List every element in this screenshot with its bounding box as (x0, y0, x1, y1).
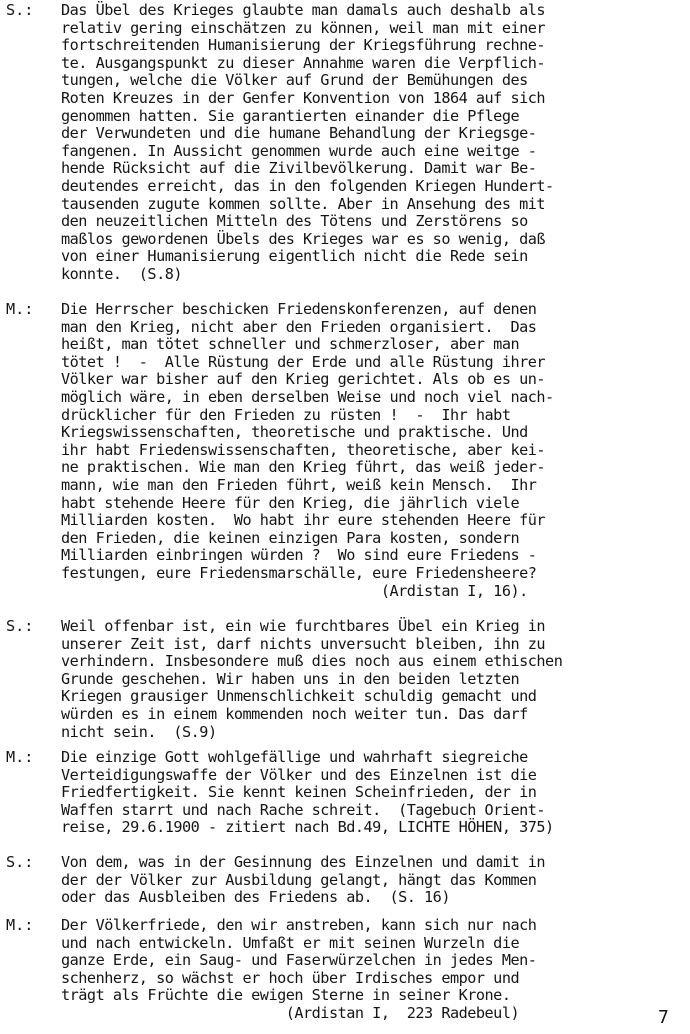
text-line: habt stehende Heere für den Krieg, die jährlich viele (61, 493, 520, 512)
citation-line: (Ardistan I, 223 Radebeul) (61, 1003, 520, 1022)
text-line: Völker war bisher auf den Krieg gerichtet. Als ob es un- (61, 370, 546, 389)
speaker-label: M.: (6, 300, 34, 318)
page-number: 7 (658, 1007, 669, 1028)
text-line: Die einzige Gott wohlgefällige und wahrhaft siegreiche (61, 748, 528, 766)
text-line: tungen, welche die Völker auf Grund der Bemühungen des (61, 71, 528, 90)
text-line: der Verwundeten und die humane Behandlung der Kriegsge- (61, 124, 537, 143)
text-line: nicht sein. (S.9) (61, 722, 217, 741)
text-line: trägt als Früchte die ewigen Sterne in seiner Krone. (61, 986, 511, 1005)
entry-text (61, 2, 685, 284)
text-line: Die Herrscher beschicken Friedenskonferenzen, auf denen (61, 300, 537, 318)
text-line: Weil offenbar ist, ein wie furchtbares Übel ein Krieg in (61, 617, 546, 635)
text-line: unserer Zeit ist, darf nichts unversucht bleiben, ihn zu (61, 634, 546, 653)
entry-text (61, 749, 685, 837)
text-line: festungen, eure Friedensmarschälle, eure Friedensheere? (61, 563, 537, 582)
text-line: Grunde geschehen. Wir haben uns in den beiden letzten (61, 669, 520, 688)
text-line: ne praktischen. Wie man den Krieg führt, das weiß jeder- (61, 458, 546, 477)
text-line: von einer Humanisierung eigentlich nicht die Rede sein (61, 247, 528, 266)
text-line: hende Rücksicht auf die Zivilbevölkerung. Damit war Be- (61, 159, 537, 178)
text-line: verhindern. Insbesondere muß dies noch aus einem ethischen (61, 652, 563, 671)
entry-text (61, 301, 685, 600)
speaker-label: S.: (6, 1, 34, 19)
text-line: Verteidigungswaffe der Völker und des Einzelnen ist die (61, 765, 537, 784)
speaker-label: S.: (6, 853, 34, 871)
text-line: fangenen. In Aussicht genommen wurde auch eine weitge - (61, 141, 537, 160)
text-line: den neuzeitlichen Mitteln des Tötens und Zerstörens so (61, 212, 528, 231)
text-line: ganze Erde, ein Saug- und Faserwürzelchen in jedes Men- (61, 951, 537, 970)
text-line: Von dem, was in der Gesinnung des Einzelnen und damit in (61, 853, 546, 871)
text-line: oder das Ausbleiben des Friedens ab. (S. 16) (61, 888, 450, 907)
text-line: konnte. (S.8) (61, 264, 183, 283)
text-line: und nach entwickeln. Umfaßt er mit seinen Wurzeln die (61, 933, 520, 952)
text-line: te. Ausgangspunkt zu dieser Annahme waren die Verpflich- (61, 53, 546, 72)
text-line: tötet ! - Alle Rüstung der Erde und alle Rüstung ihrer (61, 352, 546, 371)
text-line: Kriegswissenschaften, theoretische und praktische. Und (61, 423, 528, 442)
text-line: Kriegen grausiger Unmenschlichkeit schuldig gemacht und (61, 687, 537, 706)
text-line: der der Völker zur Ausbildung gelangt, hängt das Kommen (61, 870, 537, 889)
text-line: würden es in einem kommenden noch weiter tun. Das darf (61, 704, 528, 723)
text-line: Friedfertigkeit. Sie kennt keinen Scheinfrieden, der in (61, 783, 537, 802)
text-line: den Frieden, die keinen einzigen Para kosten, sondern (61, 528, 520, 547)
text-line: Roten Kreuzes in der Genfer Konvention von 1864 auf sich (61, 88, 546, 107)
speaker-label: M.: (6, 748, 34, 766)
text-line: Milliarden kosten. Wo habt ihr eure stehenden Heere für (61, 511, 546, 530)
text-line: Waffen starrt und nach Rache schreit. (Tagebuch Orient- (61, 800, 546, 819)
text-line: genommen hatten. Sie garantierten einander die Pflege (61, 106, 520, 125)
text-line: Der Völkerfriede, den wir anstreben, kann sich nur nach (61, 916, 537, 934)
speaker-label: S.: (6, 617, 34, 635)
citation-line: (Ardistan I, 16). (61, 581, 528, 600)
text-line: maßlos gewordenen Übels des Krieges war es so wenig, daß (61, 229, 546, 248)
text-line: möglich wäre, in eben derselben Weise und noch viel nach- (61, 387, 554, 406)
text-line: heißt, man tötet schneller und schmerzloser, aber man (61, 335, 520, 354)
text-line: Das Übel des Krieges glaubte man damals auch deshalb als (61, 1, 546, 19)
text-line: fortschreitenden Humanisierung der Kriegsführung rechne- (61, 36, 546, 55)
text-line: drücklicher für den Frieden zu rüsten ! - Ihr habt (61, 405, 511, 424)
text-line: schenherz, so wächst er hoch über Irdisches empor und (61, 968, 520, 987)
text-line: reise, 29.6.1900 - zitiert nach Bd.49, LICHTE HÖHEN, 375) (61, 818, 554, 837)
text-line: ihr habt Friedenswissenschaften, theoretische, aber kei- (61, 440, 546, 459)
text-line: man den Krieg, nicht aber den Frieden organisiert. Das (61, 317, 537, 336)
speaker-label: M.: (6, 916, 34, 934)
text-line: tausenden zugute kommen sollte. Aber in Ansehung des mit (61, 194, 546, 213)
entry-text (61, 618, 685, 741)
text-line: deutendes erreicht, das in den folgenden Kriegen Hundert- (61, 176, 554, 195)
text-line: mann, wie man den Frieden führt, weiß kein Mensch. Ihr (61, 475, 537, 494)
entry-text (61, 854, 685, 907)
text-line: Milliarden einbringen würden ? Wo sind eure Friedens - (61, 546, 537, 565)
text-line: relativ gering einschätzen zu können, weil man mit einer (61, 18, 546, 37)
entry-text (61, 917, 685, 1023)
